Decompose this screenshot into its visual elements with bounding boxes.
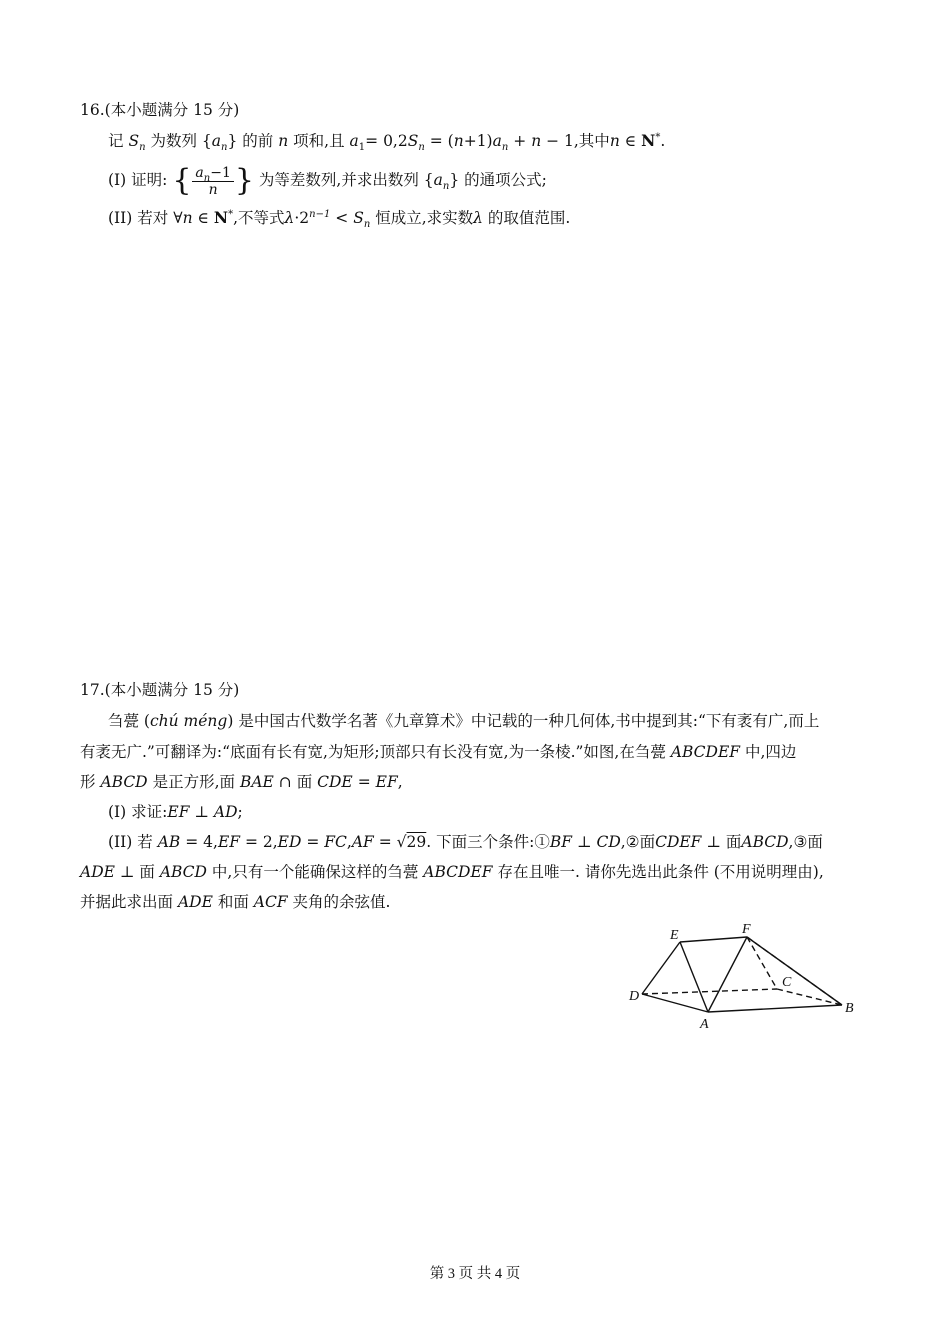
label-B: B	[845, 1001, 854, 1016]
edge-EA	[680, 942, 708, 1012]
q17-header: 17.(本小题满分 15 分)	[80, 681, 240, 699]
edge-ED	[642, 942, 680, 994]
q16-fraction: $\frac{a_n-1}{n}$	[192, 165, 233, 198]
q17-line1: 刍甍 (chú méng) 是中国古代数学名著《九章算术》中记载的一种几何体,书中提到其:“下有袤有广,而上	[108, 712, 820, 730]
edge-CB	[777, 989, 842, 1005]
q17-line6: 并据此求出面 ADE 和面 ACF 夹角的余弦值.	[80, 893, 391, 911]
label-A: A	[700, 1017, 709, 1032]
q17-part2: (II) 若 AB = 4,EF = 2,ED = FC,AF = √29. 下面三个条件:①BF ⊥ CD,②面CDEF ⊥ 面ABCD,③面	[108, 833, 823, 851]
q17-line5: ADE ⊥ 面 ABCD 中,只有一个能确保这样的刍甍 ABCDEF 存在且唯一. 请你先选出此条件 (不用说明理由),	[80, 863, 824, 881]
chumeng-figure	[620, 915, 870, 1035]
q16-header: 16.(本小题满分 15 分)	[80, 101, 240, 119]
q16-part2: (II) 若对 ∀n ∈ N*,不等式$\lambda\cdot 2^{n-1} < S_n$ 恒成立,求实数λ 的取值范围.	[108, 208, 571, 231]
q16-statement: 记 $S_n$ 为数列 $\{a_n\}$ 的前 n 项和,且 $a_1= 0,2S_n = (n+1)a_n + n - 1$,其中n ∈ N*.	[108, 131, 666, 154]
label-F: F	[742, 922, 751, 937]
q17-part1: (I) 求证:EF ⊥ AD;	[108, 803, 243, 821]
q17-line2: 有袤无广.”可翻译为:“底面有长有宽,为矩形;顶部只有长没有宽,为一条棱.”如图,在刍甍 ABCDEF 中,四边	[80, 743, 797, 761]
edge-FA	[708, 937, 747, 1012]
edge-EF	[680, 937, 747, 942]
edge-DC	[642, 989, 777, 994]
q17-line3: 形 ABCD 是正方形,面 BAE ∩ 面 CDE = EF,	[80, 773, 403, 791]
page-footer: 第 3 页 共 4 页	[429, 1266, 521, 1282]
label-E: E	[670, 928, 679, 943]
q16-part1: (I) 证明: { $\frac{a_n-1}{n}$ } 为等差数列,并求出数列 $\{a_n\}$ 的通项公式;	[108, 163, 547, 198]
edge-FC	[747, 937, 777, 989]
label-D: D	[629, 989, 640, 1004]
edge-DA	[642, 994, 708, 1012]
edge-AB	[708, 1005, 842, 1012]
label-C: C	[782, 975, 792, 990]
edge-FB	[747, 937, 842, 1005]
